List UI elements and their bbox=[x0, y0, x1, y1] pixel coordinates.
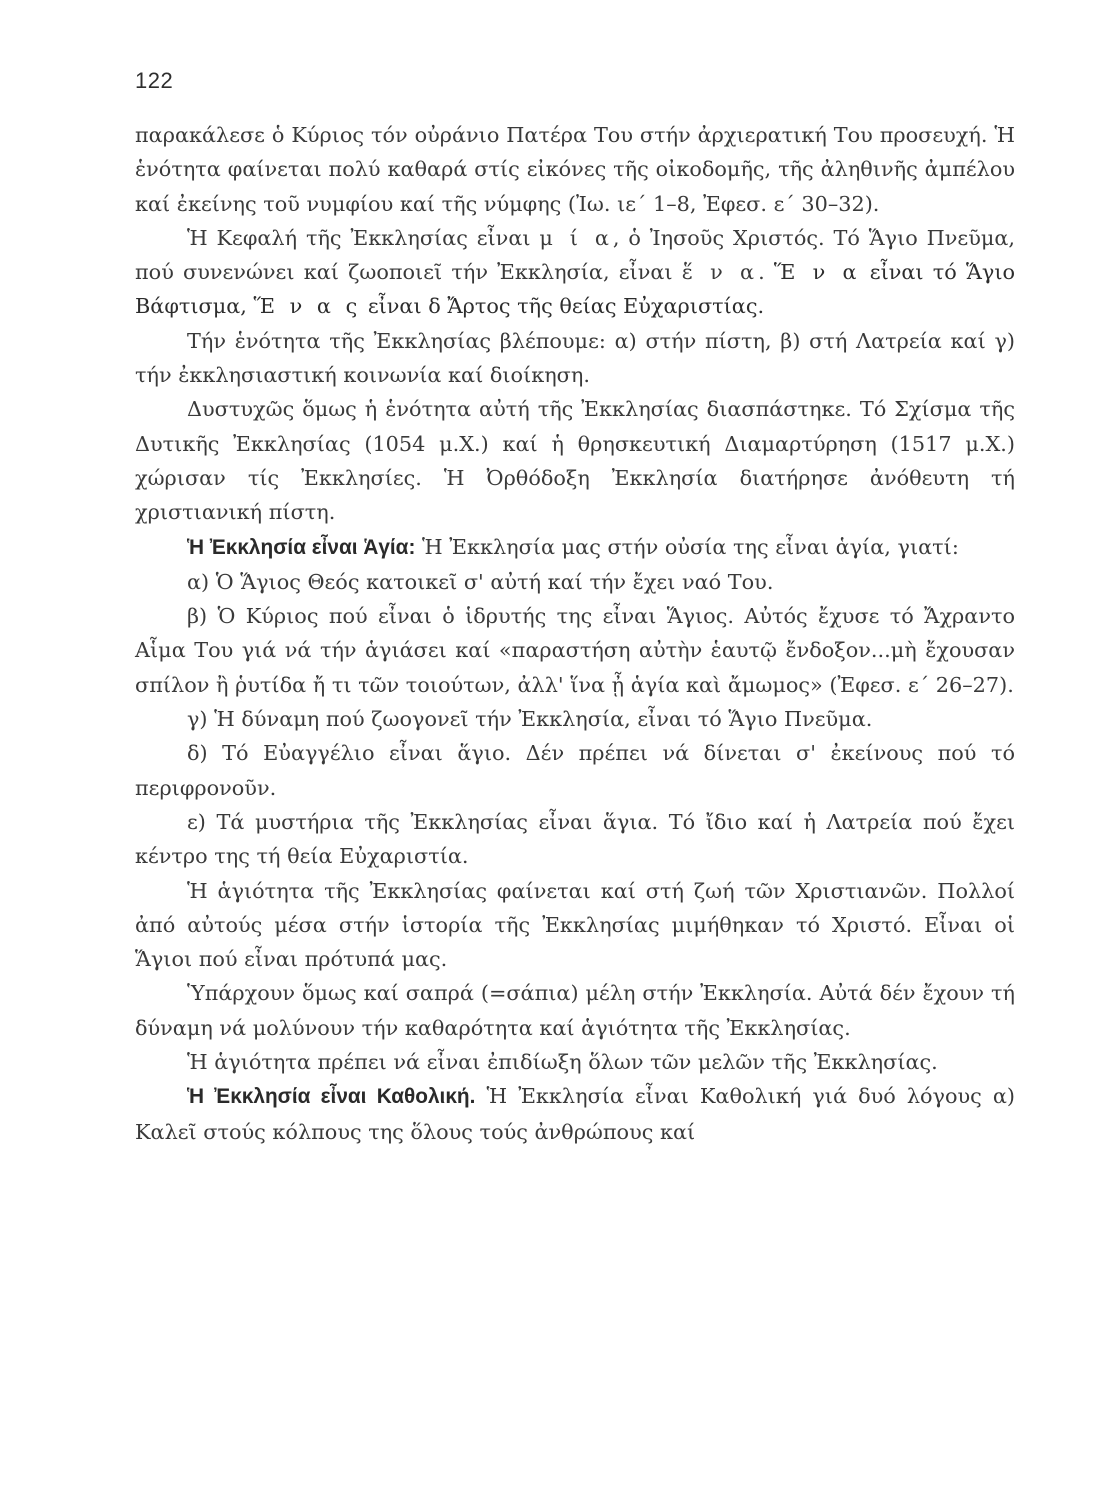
p2-mid3: εἶναι τό Ἅγιο Βάφτισμα, bbox=[135, 260, 1016, 319]
heading-holy: Ἡ Ἐκκλησία εἶναι Ἁγία: bbox=[187, 535, 416, 559]
paragraph-schism: Δυστυχῶς ὅμως ἡ ἑνότητα αὐτή τῆς Ἐκκλησίας διασπάστηκε. Τό Σχίσμα τῆς Δυτικῆς Ἐκκλησίας (1054 μ.Χ.) καί ἡ θρησκευτική Διαμαρτύρηση (1517 μ.Χ.) χώρισαν τίς Ἐκκλησίες. Ἡ Ὀρθόδοξη Ἐκκλησία διατήρησε ἀνόθευτη τή χριστιανική πίστη. bbox=[135, 397, 1015, 525]
paragraph-head-one bbox=[135, 221, 1015, 324]
list-item: α) Ὁ Ἅγιος Θεός κατοικεῖ σ' αὐτή καί τήν ἔχει ναό Του. bbox=[187, 569, 774, 594]
word-enas: Ἕ ν α ς bbox=[253, 294, 362, 319]
word-ena: ἕ ν α bbox=[681, 260, 759, 285]
list-item: β) Ὁ Κύριος πού εἶναι ὁ ἱδρυτής της εἶναι Ἅγιος. Αὐτός ἔχυσε τό Ἄχραντο Αἷμα Του γιά νά τήν ἁγιάσει καί «παραστήση αὐτὴν ἑαυτῷ ἔνδοξον...μὴ ἔχουσαν σπίλον ἢ ῥυτίδα ἤ τι τῶν τοιούτων, ἀλλ' ἵνα ᾖ ἁγία καὶ ἄμωμος» (Ἐφεσ. ε΄ 26–27). bbox=[135, 604, 1015, 697]
p2-mid1: , ὁ Ἰησοῦς Χριστός. Τό Ἅγιο Πνεῦμα, πού συνενώνει καί ζωοποιεῖ τήν Ἐκκλησία, εἶναι bbox=[135, 225, 1016, 285]
p2-mid2: . bbox=[758, 260, 774, 285]
paragraph-unity-seen: Τήν ἑνότητα τῆς Ἐκκλησίας βλέπουμε: α) στήν πίστη, β) στή Λατρεία καί γ) τήν ἐκκλησιαστική κοινωνία καί διοίκηση. bbox=[135, 328, 1015, 388]
paragraph-saints: Ἡ ἁγιότητα τῆς Ἐκκλησίας φαίνεται καί στή ζωή τῶν Χριστιανῶν. Πολλοί ἀπό αὐτούς μέσα στήν ἱστορία τῆς Ἐκκλησίας μιμήθηκαν τό Χριστό. Εἶναι οἱ Ἅγιοι πού εἶναι πρότυπά μας. bbox=[135, 878, 1015, 972]
holy-intro: Ἡ Ἐκκλησία μας στήν οὐσία της εἶναι ἁγία, γιατί: bbox=[415, 534, 959, 559]
word-ena-2: Ἕ ν α bbox=[773, 260, 861, 285]
heading-catholic: Ἡ Ἐκκλησία εἶναι Καθολική. bbox=[187, 1085, 476, 1109]
page-number: 122 bbox=[135, 68, 174, 93]
paragraph-catholic bbox=[135, 1079, 1015, 1149]
catholic-text: Ἡ Ἐκκλησία εἶναι Καθολική γιά δυό λόγους α) Καλεῖ στούς κόλπους της ὅλους τούς ἀνθρώπους καί bbox=[135, 1084, 1015, 1144]
p2-pre: Ἡ Κεφαλή τῆς Ἐκκλησίας εἶναι bbox=[187, 225, 540, 250]
list-item: δ) Τό Εὐαγγέλιο εἶναι ἅγιο. Δέν πρέπει νά δίνεται σ' ἐκείνους πού τό περιφρονοῦν. bbox=[135, 741, 1015, 800]
paragraph-holiness-goal: Ἡ ἁγιότητα πρέπει νά εἶναι ἐπιδίωξη ὅλων τῶν μελῶν τῆς Ἐκκλησίας. bbox=[187, 1050, 938, 1075]
list-item: ε) Τά μυστήρια τῆς Ἐκκλησίας εἶναι ἅγια. Τό ἴδιο καί ἡ Λατρεία πού ἔχει κέντρο της τή θεία Εὐχαριστία. bbox=[135, 809, 1015, 869]
body-text bbox=[135, 118, 1015, 1149]
word-mia: μ ί α bbox=[539, 225, 613, 250]
paragraph-prayer: παρακάλεσε ὁ Κύριος τόν οὐράνιο Πατέρα Του στήν ἀρχιερατική Του προσευχή. Ἡ ἑνότητα φαίνεται πολύ καθαρά στίς εἰκόνες τῆς οἰκοδομῆς, τῆς ἀληθινῆς ἀμπέλου καί ἐκείνης τοῦ νυμφίου καί τῆς νύμφης (Ἰω. ιε΄ 1–8, Ἐφεσ. ε΄ 30–32). bbox=[135, 123, 1015, 216]
list-item: γ) Ἡ δύναμη πού ζωογονεῖ τήν Ἐκκλησία, εἶναι τό Ἅγιο Πνεῦμα. bbox=[187, 707, 873, 732]
p2-post: εἶναι δ Ἄρτος τῆς θείας Εὐχαριστίας. bbox=[361, 294, 765, 319]
paragraph-rotten-members: Ὑπάρχουν ὅμως καί σαπρά (=σάπια) μέλη στήν Ἐκκλησία. Αὐτά δέν ἔχουν τή δύναμη νά μολύνουν τήν καθαρότητα καί ἁγιότητα τῆς Ἐκκλησίας. bbox=[135, 981, 1015, 1040]
paragraph-holy bbox=[135, 530, 1015, 565]
